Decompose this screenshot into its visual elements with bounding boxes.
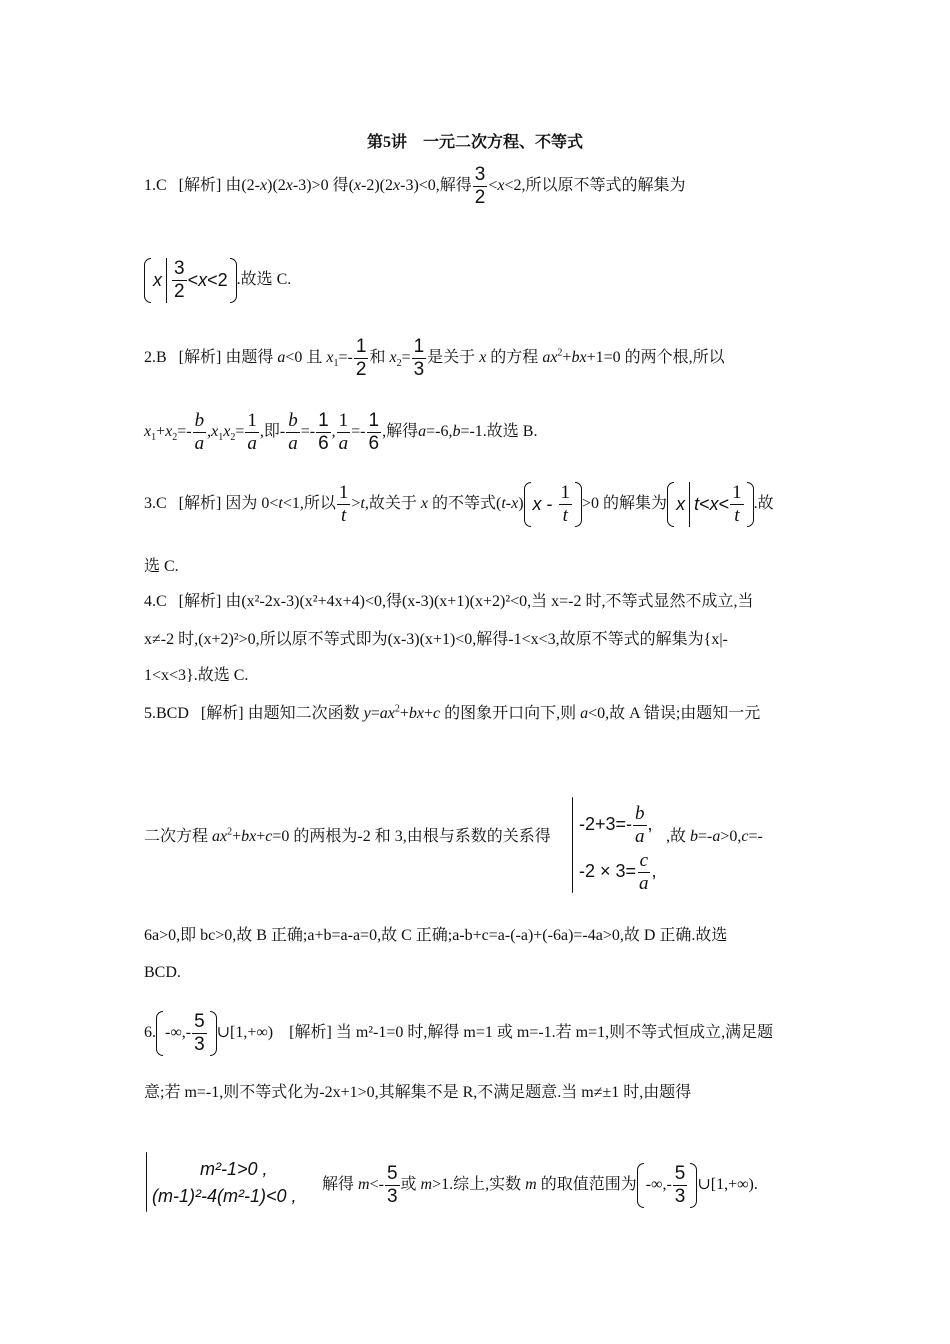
- page-title: 第5讲 一元二次方程、不等式: [366, 134, 583, 151]
- answer-6-line-2: 意;若 m=-1,则不等式化为-2x+1>0,其解集不是 R,不满足题意.当 m≠±1 时,由题得: [144, 1084, 692, 1101]
- inequality-system-brace: [146, 1152, 147, 1212]
- answer-5-line-3: 6a>0,即 bc>0,故 B 正确;a+b=a-a=0,故 C 正确;a-b+c=a-(-a)+(-6a)=-4a>0,故 D 正确.故选: [144, 927, 728, 944]
- answer-1-set: x $\frac{3}{2}$ < x <2 .故选 C.: [144, 258, 291, 303]
- answer-5-line-4: BCD.: [144, 964, 181, 981]
- answer-6-line-3: 解得 m<- $\frac{5}{3}$ 或 m>1.综上,实数 m 的取值范围为 -∞,- $\frac{5}{3}$ ∪[1,+∞).: [322, 1163, 758, 1207]
- answer-2-line-1: 2.B [解析] 由题得 a<0 且 $x_1=-$ $\frac{1}{2}$ 和 $x_2=$ $\frac{1}{3}$ 是关于 x 的方程 $ax^2+bx+1=0$ 的两个根,所以: [144, 336, 725, 380]
- equation-system-row-1: -2+3=- $\frac{b}{a}$ ,: [579, 803, 653, 847]
- inequality-system-row-2: (m-1)²-4(m²-1)<0 ,: [152, 1186, 297, 1206]
- fraction: $\frac{3}{2}$: [474, 164, 486, 208]
- answer-3-line-1: 3.C [解析] 因为 0<t<1,所以 $\frac{1}{t}$ >t,故关于 x 的不等式(t-x) x - $\frac{1}{t}$ >0 的解集为 x t < x < $\frac{1}{t}$ .故: [144, 482, 774, 526]
- answer-1-line-1: 1.C [解析] 由(2-x)(2x-3)>0 得(x-2)(2x-3)<0,解得 $\frac{3}{2}$ <x<2,所以原不等式的解集为: [144, 164, 686, 208]
- answer-6-line-1: 6. -∞,- $\frac{5}{3}$ ∪[1,+∞) [解析] 当 m²-1=0 时,解得 m=1 或 m=-1.若 m=1,则不等式恒成立,满足题: [144, 1011, 774, 1055]
- answer-2-line-2: $x_1+x_2=-$ $\frac{b}{a}$ $,x_1x_2=$ $\frac{1}{a}$ ,即- $\frac{b}{a}$ =- $\frac{1}{6}$ , $\frac{1}{a}$ =- $\frac{1}{6}$ ,解得a=-6,b=-1.故选 B.: [144, 410, 538, 454]
- equation-system-brace: [572, 797, 573, 893]
- answer-4-line-1: 4.C [解析] 由(x²-2x-3)(x²+4x+4)<0,得(x-3)(x+1)(x+2)²<0,当 x=-2 时,不等式显然不成立,当: [144, 593, 754, 610]
- inequality-system-row-1: m²-1>0 ,: [200, 1159, 268, 1179]
- answer-4-line-3: 1<x<3}.故选 C.: [144, 667, 249, 684]
- answer-5-line-2-tail: ,故 b=-a>0,c=-: [666, 828, 763, 845]
- equation-system-row-2: -2 × 3= $\frac{c}{a}$ ,: [579, 850, 657, 894]
- answer-4-line-2: x≠-2 时,(x+2)²>0,所以原不等式即为(x-3)(x+1)<0,解得-1<x<3,故原不等式的解集为{x|-: [144, 631, 728, 648]
- answer-5-line-1: 5.BCD [解析] 由题知二次函数 $y=ax^2+bx+c$ 的图象开口向下,则 a<0,故 A 错误;由题知一元: [144, 703, 761, 722]
- answer-3-line-2: 选 C.: [144, 558, 179, 575]
- answer-5-line-2: 二次方程 $ax^2+bx+c=0$ 的两根为-2 和 3,由根与系数的关系得: [144, 826, 551, 845]
